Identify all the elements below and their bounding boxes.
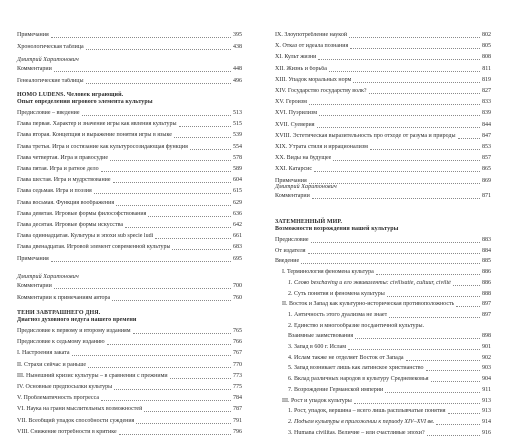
dot-leader bbox=[301, 263, 480, 264]
toc-entry-title: Глава десятая. Игровые формы искусства bbox=[17, 222, 124, 228]
toc-entry[interactable] bbox=[17, 132, 242, 139]
toc-entry-title: Глава одиннадцатая. Культуры и эпохи sub specie ludi bbox=[17, 233, 154, 240]
toc-entry-page: 897 bbox=[482, 311, 491, 318]
toc-entry[interactable] bbox=[275, 144, 491, 151]
toc-entry-title: Комментарии bbox=[275, 193, 310, 199]
dot-leader bbox=[110, 160, 231, 161]
toc-entry-title: II. Восток и Запад как культурно-историческая противоположность bbox=[282, 301, 455, 308]
dot-leader bbox=[308, 253, 480, 254]
toc-entry[interactable] bbox=[17, 66, 242, 73]
toc-entry-title: III. Нынешний кризис культуры – в сравнении с прежними bbox=[17, 372, 168, 379]
toc-entry-title: Примечания bbox=[275, 177, 307, 184]
toc-entry-title: XIV. Государство государству волк? bbox=[275, 88, 367, 94]
toc-entry[interactable] bbox=[275, 155, 491, 162]
toc-entry-page: 904 bbox=[482, 376, 491, 383]
toc-entry-title: Комментарии bbox=[17, 283, 52, 289]
dot-leader bbox=[101, 171, 231, 172]
toc-entry-title: Введение bbox=[275, 258, 300, 265]
dot-leader bbox=[350, 48, 480, 49]
toc-entry-page: 448 bbox=[233, 66, 242, 72]
toc-entry-title: Глава восьмая. Функция воображения bbox=[17, 199, 115, 206]
dot-leader bbox=[172, 249, 231, 250]
dot-leader bbox=[179, 126, 231, 127]
toc-entry-page: 865 bbox=[482, 166, 491, 173]
toc-entry-page: 539 bbox=[233, 132, 242, 139]
toc-entry[interactable] bbox=[275, 248, 491, 255]
toc-entry[interactable] bbox=[275, 258, 491, 265]
toc-entry-page: 913 bbox=[482, 397, 491, 404]
dot-leader bbox=[54, 288, 231, 289]
toc-entry[interactable] bbox=[17, 339, 242, 346]
toc-entry-title: XVII. Суеверия bbox=[275, 121, 315, 128]
section-subtitle: Возможности возрождения нашей культуры bbox=[275, 226, 399, 232]
dot-leader bbox=[86, 49, 231, 50]
toc-entry-title: I. Терминология феномена культура bbox=[282, 269, 374, 276]
toc-entry[interactable] bbox=[17, 44, 242, 51]
toc-entry-page: 897 bbox=[482, 301, 491, 308]
dot-leader bbox=[355, 338, 480, 339]
toc-entry[interactable] bbox=[17, 166, 242, 173]
toc-entry[interactable] bbox=[17, 177, 242, 184]
toc-entry-page: 871 bbox=[482, 193, 491, 199]
toc-entry-page: 903 bbox=[482, 365, 491, 372]
toc-entry-title: Хронологическая таблица bbox=[17, 43, 84, 50]
toc-entry-title: Глава четвертая. Игра и правосудие bbox=[17, 154, 109, 161]
toc-entry[interactable] bbox=[275, 122, 491, 129]
toc-entry-page: 787 bbox=[233, 406, 242, 413]
toc-entry-page: 629 bbox=[233, 199, 242, 206]
toc-entry-page: 770 bbox=[233, 361, 242, 368]
toc-entry-title: 1. Рост, упадок, вершина – всего лишь расплывчатые понятия bbox=[288, 408, 446, 415]
toc-entry-title: Глава пятая. Игра и ратное дело bbox=[17, 166, 99, 172]
toc-entry-page: 515 bbox=[233, 121, 242, 128]
dot-leader bbox=[107, 344, 231, 345]
toc-entry-page: 901 bbox=[482, 344, 491, 350]
toc-entry-page: 833 bbox=[482, 99, 491, 106]
toc-entry[interactable] bbox=[275, 280, 491, 287]
toc-entry-title: Глава третья. Игра и состязание как культуросозидающая функция bbox=[17, 143, 188, 150]
dot-leader bbox=[349, 37, 480, 38]
section-subtitle: Диагноз духовного недуга нашего времени bbox=[17, 317, 137, 323]
dot-leader bbox=[51, 37, 231, 38]
toc-entry-title: XIX. Утрата стиля и иррационализм bbox=[275, 144, 368, 150]
toc-entry-page: 604 bbox=[233, 177, 242, 184]
section-title: ТЕНИ ЗАВТРАШНЕГО ДНЯ. bbox=[17, 310, 101, 316]
toc-entry-page: 808 bbox=[482, 54, 491, 61]
toc-entry-title: VIII. Снижение потребности в критике bbox=[17, 428, 117, 435]
toc-entry[interactable] bbox=[17, 384, 242, 391]
dot-leader bbox=[314, 171, 480, 172]
toc-entry-title: Предисловие – введение bbox=[17, 110, 80, 116]
toc-entry[interactable] bbox=[275, 312, 491, 319]
toc-entry-page: 395 bbox=[233, 32, 242, 38]
toc-entry-page: 913 bbox=[482, 408, 491, 415]
dot-leader bbox=[448, 413, 480, 414]
toc-entry[interactable] bbox=[17, 362, 242, 369]
dot-leader bbox=[456, 306, 480, 307]
dot-leader bbox=[309, 104, 480, 105]
dot-leader bbox=[329, 71, 480, 72]
toc-entry-page: 784 bbox=[233, 395, 242, 402]
toc-entry[interactable] bbox=[17, 373, 242, 380]
toc-entry-title: Глава двенадцатая. Игровой элемент современной культуры bbox=[17, 244, 171, 251]
toc-entry-title: Предисловие к первому и второму изданиям bbox=[17, 328, 131, 334]
toc-entry[interactable] bbox=[275, 110, 491, 117]
toc-entry[interactable] bbox=[17, 283, 242, 290]
toc-entry[interactable] bbox=[17, 429, 242, 436]
toc-entry[interactable] bbox=[17, 222, 242, 229]
dot-leader bbox=[174, 137, 231, 138]
toc-entry-page: 578 bbox=[233, 154, 242, 161]
dot-leader bbox=[376, 274, 480, 275]
toc-entry[interactable] bbox=[17, 155, 242, 162]
toc-entry-title: VII. Всеобщий упадок способности суждения bbox=[17, 417, 135, 424]
dot-leader bbox=[387, 296, 480, 297]
section-title: ЗАТЕМНЕННЫЙ МИР. bbox=[275, 219, 343, 225]
dot-leader bbox=[133, 333, 231, 334]
dot-leader bbox=[369, 93, 480, 94]
toc-entry[interactable] bbox=[275, 333, 491, 340]
toc-entry[interactable] bbox=[275, 133, 491, 140]
toc-entry-title: 3. Запад в 600 г. Ислам bbox=[288, 344, 347, 350]
toc-entry[interactable] bbox=[17, 233, 242, 240]
toc-entry-title: 1. Античность этого дуализма не знает bbox=[288, 311, 388, 318]
toc-entry-page: 642 bbox=[233, 222, 242, 228]
dot-leader bbox=[170, 378, 231, 379]
toc-entry-title: XVIII. Эстетическая выразительность про отходе от разума и природы bbox=[275, 132, 456, 139]
toc-entry[interactable] bbox=[275, 32, 491, 39]
section-subtitle: Опыт определения игрового элемента культуры bbox=[17, 99, 153, 105]
dot-leader bbox=[119, 434, 231, 435]
dot-leader bbox=[389, 317, 480, 318]
toc-entry-page: 775 bbox=[233, 384, 242, 390]
toc-entry-page: 683 bbox=[233, 244, 242, 251]
toc-entry-page: 886 bbox=[482, 279, 491, 286]
toc-entry-title: I. Настроения заката bbox=[17, 350, 70, 357]
toc-entry-page: 916 bbox=[482, 429, 491, 436]
toc-entry-page: 554 bbox=[233, 143, 242, 150]
toc-entry-title: XV. Героизм bbox=[275, 99, 307, 106]
toc-entry[interactable] bbox=[17, 110, 242, 117]
dot-leader bbox=[136, 423, 231, 424]
toc-entry-page: 615 bbox=[233, 188, 242, 195]
toc-entry[interactable] bbox=[275, 376, 491, 383]
toc-entry[interactable] bbox=[275, 387, 491, 394]
dot-leader bbox=[148, 216, 231, 217]
toc-entry[interactable] bbox=[275, 365, 491, 372]
toc-entry-title: 2. Суть понятия и феномена культуры bbox=[288, 290, 385, 297]
dot-leader bbox=[72, 355, 232, 356]
dot-leader bbox=[318, 59, 480, 60]
toc-entry-page: 700 bbox=[233, 283, 242, 289]
toc-entry-title: 5. Запад возникает лишь как латинское христианство bbox=[288, 365, 424, 372]
toc-entry-title: Глава первая. Характер и значение игры как явления культуры bbox=[17, 121, 177, 128]
toc-entry-page: 811 bbox=[482, 65, 491, 72]
toc-entry-title: Глава девятая. Игровые формы философствования bbox=[17, 210, 147, 217]
toc-entry[interactable] bbox=[275, 99, 491, 106]
dot-leader bbox=[94, 193, 231, 194]
dot-leader bbox=[453, 285, 480, 286]
toc-entry-page: 802 bbox=[482, 32, 491, 38]
toc-entry[interactable] bbox=[275, 77, 491, 84]
toc-entry-title: 3. Humana civilitas. Величие – или счастливые эпохи? bbox=[288, 429, 425, 436]
toc-entry-page: 496 bbox=[233, 77, 242, 84]
toc-entry-title: XI. Культ жизни bbox=[275, 54, 317, 61]
dot-leader bbox=[436, 424, 480, 425]
toc-entry-page: 766 bbox=[233, 339, 242, 346]
toc-entry[interactable] bbox=[17, 211, 242, 218]
toc-entry[interactable] bbox=[275, 237, 491, 244]
dot-leader bbox=[458, 138, 480, 139]
toc-entry-title: X. Отказ от идеала познания bbox=[275, 43, 349, 50]
toc-entry[interactable] bbox=[275, 344, 491, 351]
toc-entry-page: 883 bbox=[482, 237, 491, 243]
toc-entry-title: 1. Слово beschaving и его эквиваленты: civilisatie, cultuur, civilté bbox=[288, 279, 451, 286]
dot-leader bbox=[116, 205, 231, 206]
toc-entry-title: Глава седьмая. Игра и поэзия bbox=[17, 188, 92, 195]
toc-entry-page: 869 bbox=[482, 177, 491, 184]
toc-entry-page: 760 bbox=[233, 294, 242, 301]
dot-leader bbox=[406, 360, 480, 361]
toc-entry[interactable] bbox=[275, 419, 491, 426]
toc-entry-page: 695 bbox=[233, 255, 242, 262]
toc-entry-title: Примечания bbox=[17, 255, 49, 262]
toc-entry-title: IX. Злоупотребление наукой bbox=[275, 32, 348, 38]
toc-entry-page: 853 bbox=[482, 144, 491, 150]
author-credit: Дмитрий Харитонович bbox=[17, 274, 79, 280]
toc-entry-page: 914 bbox=[482, 418, 491, 425]
toc-entry[interactable] bbox=[17, 395, 242, 402]
author-credit: Дмитрий Харитонович bbox=[17, 57, 79, 63]
toc-entry-page: 885 bbox=[482, 258, 491, 265]
toc-entry-page: 796 bbox=[233, 428, 242, 435]
dot-leader bbox=[333, 160, 480, 161]
toc-entry-title: Комментарии к примечаниям автора bbox=[17, 294, 111, 301]
toc-entry-title: 2. Подъем культуры в приложении к периоду XIV–XVI вв. bbox=[288, 418, 435, 425]
dot-leader bbox=[144, 411, 231, 412]
toc-entry-title: XII. Жизнь и борьба bbox=[275, 65, 327, 72]
toc-entry-title: Примечания bbox=[17, 32, 49, 38]
toc-entry[interactable] bbox=[275, 193, 491, 200]
toc-entry-title: XXI. Катарсис bbox=[275, 166, 312, 173]
toc-entry[interactable] bbox=[17, 200, 242, 207]
section-title: HOMO LUDENS. Человек играющий. bbox=[17, 92, 124, 98]
toc-entry-page: 911 bbox=[482, 386, 491, 393]
toc-entry-page: 902 bbox=[482, 354, 491, 361]
toc-entry[interactable] bbox=[275, 66, 491, 73]
dot-leader bbox=[190, 149, 231, 150]
dot-leader bbox=[125, 227, 231, 228]
dot-leader bbox=[113, 182, 231, 183]
dot-leader bbox=[312, 198, 480, 199]
toc-entry-page: 844 bbox=[482, 121, 491, 128]
toc-entry-title: V. Проблематичность прогресса bbox=[17, 395, 99, 402]
dot-leader bbox=[353, 82, 480, 83]
toc-entry-page: 884 bbox=[482, 247, 491, 254]
toc-entry-title: 7. Возрождение Германской империи bbox=[288, 386, 384, 393]
toc-entry[interactable] bbox=[275, 408, 491, 415]
toc-entry[interactable] bbox=[275, 166, 491, 173]
toc-entry-page: 589 bbox=[233, 166, 242, 172]
toc-entry-page: 661 bbox=[233, 233, 242, 240]
toc-entry-title: Глава вторая. Концепция и выражение понятия игры в языке bbox=[17, 132, 172, 139]
dot-leader bbox=[311, 242, 480, 243]
toc-entry-page: 767 bbox=[233, 350, 242, 357]
toc-entry-page: 805 bbox=[482, 43, 491, 50]
toc-entry-title: Взаимные заимствования bbox=[288, 333, 354, 340]
toc-entry-title: Глава шестая. Игра и мудрствование bbox=[17, 177, 111, 184]
toc-entry-title: XIII. Упадок моральных норм bbox=[275, 76, 352, 83]
author-credit: Дмитрий Харитонович bbox=[275, 184, 337, 190]
toc-entry[interactable] bbox=[17, 244, 242, 251]
toc-entry-page: 773 bbox=[233, 372, 242, 379]
dot-leader bbox=[114, 389, 231, 390]
dot-leader bbox=[82, 115, 231, 116]
toc-entry-title: Генеалогические таблицы bbox=[17, 77, 84, 84]
toc-entry-page: 847 bbox=[482, 132, 491, 139]
toc-entry[interactable] bbox=[17, 78, 242, 85]
toc-entry-title: III. Рост и упадок культуры bbox=[282, 397, 352, 404]
toc-entry[interactable] bbox=[17, 328, 242, 335]
dot-leader bbox=[426, 370, 480, 371]
toc-entry[interactable] bbox=[17, 121, 242, 128]
toc-entry-title: XVI. Пуэрилизм bbox=[275, 110, 318, 117]
toc-entry-page: 819 bbox=[482, 76, 491, 83]
dot-leader bbox=[354, 403, 480, 404]
dot-leader bbox=[86, 83, 232, 84]
toc-entry-title: От издателя bbox=[275, 247, 306, 254]
toc-entry[interactable] bbox=[17, 295, 242, 302]
toc-entry[interactable] bbox=[17, 406, 242, 413]
dot-leader bbox=[427, 435, 480, 436]
toc-entry[interactable] bbox=[275, 301, 491, 308]
toc-entry-page: 636 bbox=[233, 210, 242, 217]
toc-entry-title: VI. Наука на грани мыслительных возможностей bbox=[17, 406, 143, 413]
toc-entry[interactable] bbox=[275, 323, 491, 330]
toc-entry[interactable] bbox=[275, 430, 491, 437]
toc-entry-page: 791 bbox=[233, 417, 242, 424]
toc-entry-page: 888 bbox=[482, 290, 491, 297]
toc-entry[interactable] bbox=[275, 43, 491, 50]
toc-entry-page: 839 bbox=[482, 110, 491, 117]
toc-entry[interactable] bbox=[17, 256, 242, 263]
toc-entry[interactable] bbox=[275, 355, 491, 362]
toc-entry[interactable] bbox=[17, 144, 242, 151]
toc-entry-title: 4. Ислам также не отделяет Восток от Запада bbox=[288, 354, 404, 361]
toc-entry-page: 765 bbox=[233, 328, 242, 334]
toc-entry[interactable] bbox=[275, 291, 491, 298]
dot-leader bbox=[370, 149, 480, 150]
toc-entry-title: XX. Виды на будущее bbox=[275, 155, 332, 162]
toc-entry-title: Предисловие к седьмому изданию bbox=[17, 339, 105, 346]
toc-entry-page: 857 bbox=[482, 155, 491, 162]
toc-entry-page: 886 bbox=[482, 269, 491, 276]
dot-leader bbox=[348, 349, 480, 350]
dot-leader bbox=[431, 381, 481, 382]
toc-entry-title: II. Страхи сейчас и раньше bbox=[17, 361, 87, 368]
toc-entry-page: 513 bbox=[233, 110, 242, 116]
toc-entry-page: 827 bbox=[482, 88, 491, 94]
toc-entry-title: Предисловие bbox=[275, 237, 309, 243]
toc-entry-page: 898 bbox=[482, 333, 491, 340]
dot-leader bbox=[155, 238, 231, 239]
toc-entry[interactable] bbox=[275, 398, 491, 405]
dot-leader bbox=[88, 367, 231, 368]
dot-leader bbox=[51, 261, 231, 262]
toc-entry-title: IV. Основные предпосылки культуры bbox=[17, 384, 113, 390]
toc-entry-title: Комментарии bbox=[17, 66, 52, 72]
toc-entry[interactable] bbox=[275, 269, 491, 276]
dot-leader bbox=[317, 127, 480, 128]
toc-entry-title: 6. Вклад различных народов в культуру Средневековья bbox=[288, 376, 429, 383]
dot-leader bbox=[101, 400, 231, 401]
toc-entry[interactable] bbox=[17, 350, 242, 357]
toc-entry[interactable] bbox=[275, 54, 491, 61]
dot-leader bbox=[54, 71, 231, 72]
toc-entry[interactable] bbox=[17, 188, 242, 195]
toc-entry[interactable] bbox=[17, 32, 242, 39]
toc-entry-title: 2. Единство и многообразие посдантичной культуры. bbox=[288, 322, 425, 329]
toc-entry[interactable] bbox=[275, 88, 491, 95]
dot-leader bbox=[319, 115, 480, 116]
toc-entry[interactable] bbox=[17, 418, 242, 425]
toc-entry-page: 438 bbox=[233, 43, 242, 50]
dot-leader bbox=[112, 300, 231, 301]
dot-leader bbox=[385, 392, 480, 393]
